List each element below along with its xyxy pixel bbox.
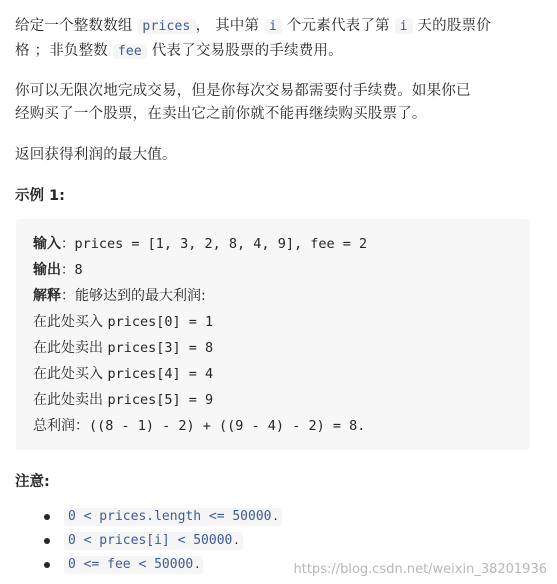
intro-paragraph-line-1 [15,15,540,38]
step-code: prices[5] = 9 [107,392,214,408]
example-output-line [33,260,83,280]
note-code-text: 0 < prices[i] < 50000 [68,533,233,548]
notes-heading: 注意: [15,474,50,490]
intro-text: 格 ；非负整数 [15,43,113,59]
example-heading: 示例 1: [15,188,65,204]
inline-code-prices: prices [137,19,195,34]
step-text: 在此处卖出 [33,392,108,408]
step-code: prices[0] = 1 [107,314,214,330]
intro-text: 代表了交易股票的手续费用。 [146,43,343,59]
note-code [64,556,203,574]
total-text: 总利润： [33,418,89,434]
explain-label: 解释 [33,288,61,304]
bullet-icon [44,514,50,520]
rules-paragraph-line-1: 你可以无限次地完成交易，但是你每次交易都需要付手续费。如果你已 [15,83,471,99]
note-tail: . [195,557,200,572]
note-code-text: 0 < prices.length <= 50000 [68,509,272,524]
step-text: 在此处卖出 [33,340,108,356]
output-value: ：8 [61,262,83,278]
intro-text: ， 其中第 [195,18,265,34]
explain-value: ：能够达到的最大利润: [61,288,206,304]
bullet-icon [44,562,50,568]
step-text: 在此处买入 [33,366,108,382]
inline-code-fee: fee [113,44,147,59]
step-code: prices[3] = 8 [107,340,214,356]
inline-code-i: i [264,19,282,34]
example-step-line [33,312,213,332]
example-step-line [33,390,213,410]
input-value: ：prices = [1, 3, 2, 8, 4, 9], fee = 2 [61,236,368,252]
note-code [64,532,243,550]
example-explain-line [33,286,206,306]
step-code: prices[4] = 4 [107,366,214,382]
note-tail: . [273,509,278,524]
step-text: 在此处买入 [33,314,108,330]
example-input-line [33,234,367,254]
bullet-icon [44,538,50,544]
note-code [64,508,282,526]
example-step-line [33,338,213,358]
return-paragraph: 返回获得利润的最大值。 [15,147,177,163]
intro-paragraph-line-2 [15,40,540,63]
total-code: ((8 - 1) - 2) + ((9 - 4) - 2) = 8. [89,418,366,434]
intro-text: 天的股票价 [412,18,491,34]
inline-code-i: i [395,19,413,34]
output-label: 输出 [33,262,61,278]
watermark: https://blog.csdn.net/weixin_38201936 [293,562,547,577]
intro-text: 给定一个整数数组 [15,18,138,34]
intro-text: 个元素代表了第 [282,18,395,34]
input-label: 输入 [33,236,61,252]
example-step-line [33,364,213,384]
note-tail: . [234,533,239,548]
rules-paragraph-line-2: 经购买了一个股票，在卖出它之前你就不能再继续购买股票了。 [15,106,427,122]
note-code-text: 0 <= fee < 50000 [68,557,194,572]
example-code-block [16,219,530,450]
example-total-line [33,416,365,436]
